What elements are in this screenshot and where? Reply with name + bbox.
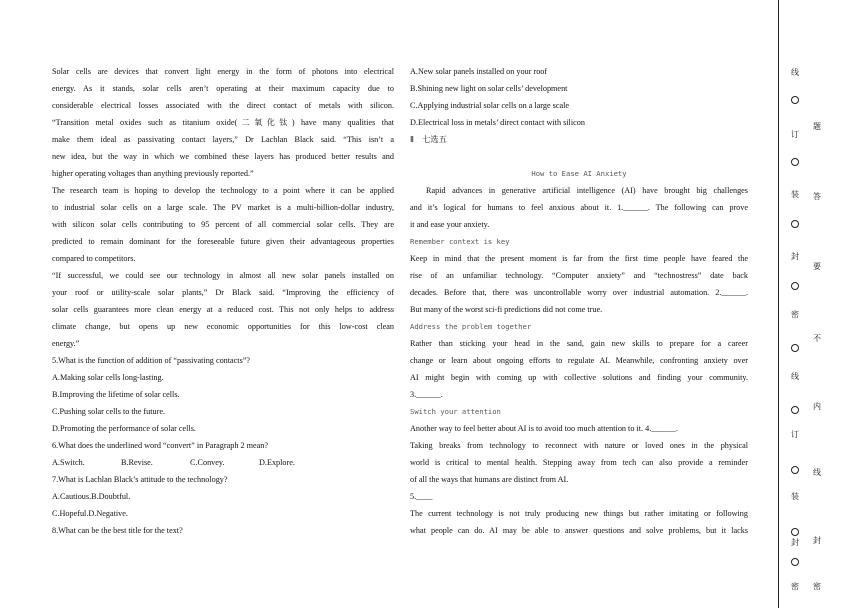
binding-mark: 题 [813, 122, 821, 131]
right_column-line: 5.____ [410, 492, 433, 501]
binding-circle [791, 406, 799, 414]
binding-mark: 线 [791, 68, 799, 77]
answer-option: B.Doubtful. [91, 492, 131, 501]
right_column-line: Rather than sticking your head in the sand, gain new skills to prepare for a career [410, 339, 748, 348]
right_column-line: AI might begin with coming up with collective solutions and finding your community. [410, 373, 748, 382]
right_column-line: Rapid advances in generative artificial intelligence (AI) have brought big challenges [426, 186, 748, 195]
right_column-line: B.Shining new light on solar cells’ development [410, 84, 568, 93]
left_column-line: “If successful, we could see our technology in almost all new solar panels installed on [52, 271, 394, 280]
binding-circle [791, 466, 799, 474]
binding-mark: 内 [813, 402, 821, 411]
left_column-line: higher operating voltages than anything previously reported.” [52, 169, 254, 178]
left_column-line: with silicon solar cells contributing to 95 percent of all commercial solar cells. They are [52, 220, 394, 229]
right_column-line: world is critical to mental health. Stepping away from tech can also provide a reminder [410, 458, 748, 467]
left-column [52, 63, 394, 539]
right_column-line: D.Electrical loss in metals’ direct contact with silicon [410, 118, 585, 127]
right_column-line: change or learn about ongoing efforts to regulate AI. Meanwhile, confronting anxiety over [410, 356, 748, 365]
binding-mark: 要 [813, 262, 821, 271]
left_column-line [52, 488, 394, 505]
right_column-line: Keep in mind that the present moment is far from the first time people have feared the [410, 254, 748, 263]
right_column-line: and it’s logical for humans to feel anxious about it. 1.______. The following can prove [410, 203, 748, 212]
left_column-line: The research team is hoping to develop the technology to a point where it can be applied [52, 186, 394, 195]
right_column-line: 3.______. [410, 390, 443, 399]
binding-circle [791, 558, 799, 566]
binding-mark: 封 [791, 538, 799, 547]
left_column-line [52, 454, 394, 471]
binding-mark: 不 [813, 334, 821, 343]
right_column-line: Taking breaks from technology to reconnect with nature or loved ones in the physical [410, 441, 748, 450]
binding-mark: 订 [791, 430, 799, 439]
answer-option: C.Hopeful. [52, 509, 89, 518]
answer-option: D.Explore. [259, 458, 295, 467]
left_column-line: Solar cells are devices that convert light energy in the form of photons into electrical [52, 67, 394, 76]
left_column-line: make them ideal as passivating contact layers,” Dr Lachlan Black said. “This isn’t a [52, 135, 394, 144]
left_column-line: 6.What does the underlined word “convert” in Paragraph 2 mean? [52, 441, 268, 450]
right_column-line: decades. Before that, there was uncontrollable worry over industrial automation. 2.______. [410, 288, 748, 297]
binding-circle [791, 158, 799, 166]
left_column-line: solar cells guarantees more clean energy at a reduced cost. This not only helps to address [52, 305, 394, 314]
left_column-line: B.Improving the lifetime of solar cells. [52, 390, 180, 399]
left_column-line [52, 505, 394, 522]
binding-circle [791, 344, 799, 352]
answer-option: D.Negative. [88, 509, 128, 518]
right_column-line: The current technology is not truly producing new things but rather imitating or following [410, 509, 748, 518]
left_column-line: D.Promoting the performance of solar cells. [52, 424, 196, 433]
binding-mark: 线 [791, 372, 799, 381]
left_column-line: energy.” [52, 339, 80, 348]
answer-option: A.Cautious. [52, 492, 92, 501]
binding-mark: 装 [791, 492, 799, 501]
left_column-line: energy. As it stands, solar cells aren’t operating at their maximum capacity due to [52, 84, 394, 93]
right_column-line: A.New solar panels installed on your roof [410, 67, 548, 76]
answer-option: B.Revise. [121, 458, 153, 467]
right_column-line: How to Ease AI Anxiety [531, 169, 627, 178]
binding-mark: 装 [791, 190, 799, 199]
left_column-line: C.Pushing solar cells to the future. [52, 407, 166, 416]
binding-mark: 密 [813, 582, 821, 591]
left_column-line: 8.What can be the best title for the text? [52, 526, 183, 535]
right_column-line: But many of the worst sci-fi predictions did not come true. [410, 305, 603, 314]
left_column-line: compared to competitors. [52, 254, 136, 263]
binding-mark: 密 [791, 310, 799, 319]
right-column [410, 63, 748, 539]
left_column-line: 7.What is Lachlan Black’s attitude to the technology? [52, 475, 228, 484]
binding-circle [791, 96, 799, 104]
binding-circle [791, 282, 799, 290]
right_column-line: Switch your attention [410, 407, 501, 416]
right_column-line: Another way to feel better about AI is to avoid too much attention to it. 4.______. [410, 424, 678, 433]
left_column-line: your roof or utility-scale solar plants,” Dr Black said. “Improving the efficiency of [52, 288, 394, 297]
binding-mark: 线 [813, 468, 821, 477]
right_column-line: of all the ways that humans are distinct from AI. [410, 475, 569, 484]
left_column-line: 5.What is the function of addition of “passivating contacts”? [52, 356, 251, 365]
left_column-line: “Transition metal oxides such as titanium oxide(二氧化钛) have many qualities that [52, 118, 394, 127]
left_column-line: climate change, but opens up new economic opportunities for this low-cost clean [52, 322, 394, 331]
left_column-line: considerable electrical losses associated with the direct contact of metals with silicon. [52, 101, 394, 110]
left_column-line: to industrial solar cells on a large scale. The PV market is a multi-billion-dollar industry, [52, 203, 394, 212]
right_column-line: rise of an unfamiliar technology. “Computer anxiety” and “technostress” date back [410, 271, 748, 280]
right_column-line: Address the problem together [410, 322, 532, 331]
right_column-line: Ⅱ 七选五 [410, 135, 447, 144]
answer-option: A.Switch. [52, 458, 85, 467]
binding-mark: 封 [791, 252, 799, 261]
left_column-line: A.Making solar cells long-lasting. [52, 373, 164, 382]
binding-circle [791, 528, 799, 536]
binding-line [778, 0, 779, 608]
binding-mark: 封 [813, 536, 821, 545]
right_column-line: what people can do. AI may be able to answer questions and solve problems, but it lacks [410, 526, 748, 535]
left_column-line: new idea, but the way in which we combined these layers has produced better results and [52, 152, 394, 161]
answer-option: C.Convey. [190, 458, 225, 467]
binding-mark: 答 [813, 192, 821, 201]
binding-mark: 订 [791, 130, 799, 139]
binding-mark: 密 [791, 582, 799, 591]
left_column-line: predicted to remain dominant for the foreseeable future given their advantageous properties [52, 237, 394, 246]
right_column-line: Remember context is key [410, 237, 510, 246]
right_column-line: C.Applying industrial solar cells on a large scale [410, 101, 570, 110]
right_column-line: it and ease your anxiety. [410, 220, 490, 229]
binding-circle [791, 220, 799, 228]
right_column-line [410, 148, 748, 165]
